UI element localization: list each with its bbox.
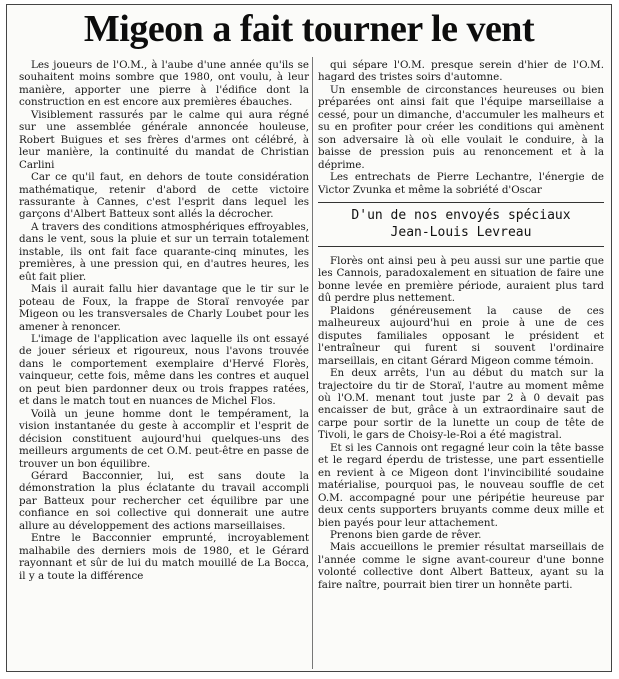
paragraph: Plaidons généreusement la cause de ces malheureux aujourd'hui en proie à une de ces disputes familiales opposant le président et l'entraîneur qui furent si souvent l'ordinaire marseillais, en citant Gérard Migeon comme témoin. — [318, 304, 604, 367]
paragraph: Un ensemble de circonstances heureuses ou bien préparées ont ainsi fait que l'équipe marseillaise a cessé, pour un dimanche, d'accumuler les malheurs et su en profiter pour créer les conditions qui amènent son adversaire là où elle voulait le conduire, à la baisse de pression puis au renoncement et à la déprime. — [318, 83, 604, 171]
paragraph: Car ce qu'il faut, en dehors de toute considération mathématique, retenir d'abord de cette victoire rassurante à Cannes, c'est l'esprit dans lequel les garçons d'Albert Batteux sont allés la décrocher. — [19, 171, 309, 221]
paragraph: En deux arrêts, l'un au début du match sur la trajectoire du tir de Storaï, l'autre au moment même où l'O.M. menant tout juste par 2 à 0 devait pas encaisser de but, grâce à un extraordinaire saut de carpe pour sortir de la lunette un coup de tête de Tivoli, le gars de Choisy-le-Roi a été magistral. — [318, 367, 604, 442]
right-column — [318, 59, 604, 669]
paragraph: Les entrechats de Pierre Lechantre, l'énergie de Victor Zvunka et même la sobriété d'Oscar — [318, 171, 604, 196]
paragraph: Entre le Bacconnier emprunté, incroyablement malhabile des derniers mois de 1980, et le Gérard rayonnant et sûr de lui du match mouillé de La Bocca, il y a toute la différence — [19, 532, 309, 582]
byline-box — [318, 202, 604, 247]
paragraph: Les joueurs de l'O.M., à l'aube d'une année qu'ils se souhaitent moins sombre que 1980, ont voulu, à leur manière, apporter une pierre à l'édifice dont la construction en est encore aux premières ébauches. — [19, 59, 309, 109]
paragraph: Florès ont ainsi peu à peu aussi sur une partie que les Cannois, paradoxalement en situation de faire une bonne levée en première période, auraient plus tard dû perdre plus nettement. — [318, 254, 604, 305]
paragraph: Visiblement rassurés par le calme qui aura régné sur une assemblée générale annoncée houleuse, Robert Buigues et ses frères d'armes ont célébré, à leur manière, la continuité du mandat de Christian Carlini — [19, 108, 309, 171]
byline-author: Jean-Louis Levreau — [390, 224, 532, 240]
paragraph: Prenons bien garde de rêver. — [330, 528, 482, 541]
paragraph: Mais il aurait fallu hier davantage que le tir sur le poteau de Foux, la frappe de Storaï renvoyée par Migeon ou les transversales de Charly Loubet pour les amener à renoncer. — [19, 283, 309, 333]
paragraph: Voilà un jeune homme dont le tempérament, la vision instantanée du geste à accomplir et l'esprit de décision constituent aujourd'hui quelques-uns des meilleurs arguments de cet O.M. peut-être en passe de trouver un bon équilibre. — [19, 407, 309, 470]
newspaper-clipping — [6, 4, 612, 672]
paragraph: qui sépare l'O.M. presque serein d'hier de l'O.M. hagard des tristes soirs d'automne. — [318, 59, 604, 84]
paragraph: Mais accueillons le premier résultat marseillais de l'année comme le signe avant-coureur d'une bonne volonté collective dont Albert Batteux, ayant su la faire naître, pourrait bien tirer un honnête parti. — [318, 541, 604, 591]
article-headline: Migeon a fait tourner le vent — [83, 8, 535, 50]
column-divider — [312, 57, 313, 669]
paragraph: A travers des conditions atmosphériques effroyables, dans le vent, sous la pluie et sur un terrain totalement instable, ils ont fait face quarante-cinq minutes, les premières, à une pression qui, en d'autres heures, les eût fait plier. — [19, 220, 309, 283]
paragraph: L'image de l'application avec laquelle ils ont essayé de jouer sérieux et rigoureux, nous l'avons trouvée dans le comportement exemplaire d'Hervé Florès, vainqueur, cette fois, même dans les contres et auquel on peut bien pardonner deux ou trois frappes ratées, et dans le match tout en nuances de Michel Flos. — [19, 332, 309, 408]
left-column — [19, 59, 309, 669]
byline-credit: D'un de nos envoyés spéciaux — [351, 207, 571, 223]
paragraph: Gérard Bacconnier, lui, est sans doute la démonstration la plus éclatante du travail accompli par Batteux pour rechercher cet équilibre par une confiance en soi collective qui donnerait une autre allure au développement des actions marseillaises. — [19, 469, 309, 532]
paragraph: Et si les Cannois ont regagné leur coin la tête basse et le regard éperdu de tristesse, une part essentielle en revient à ce Migeon dont l'invincibilité soudaine matérialise, pourquoi pas, le nouveau souffle de cet O.M. accompagné pour une péripétie heureuse par deux cents supporters bruyants comme deux mille et bien payés pour leur attachement. — [318, 441, 604, 529]
